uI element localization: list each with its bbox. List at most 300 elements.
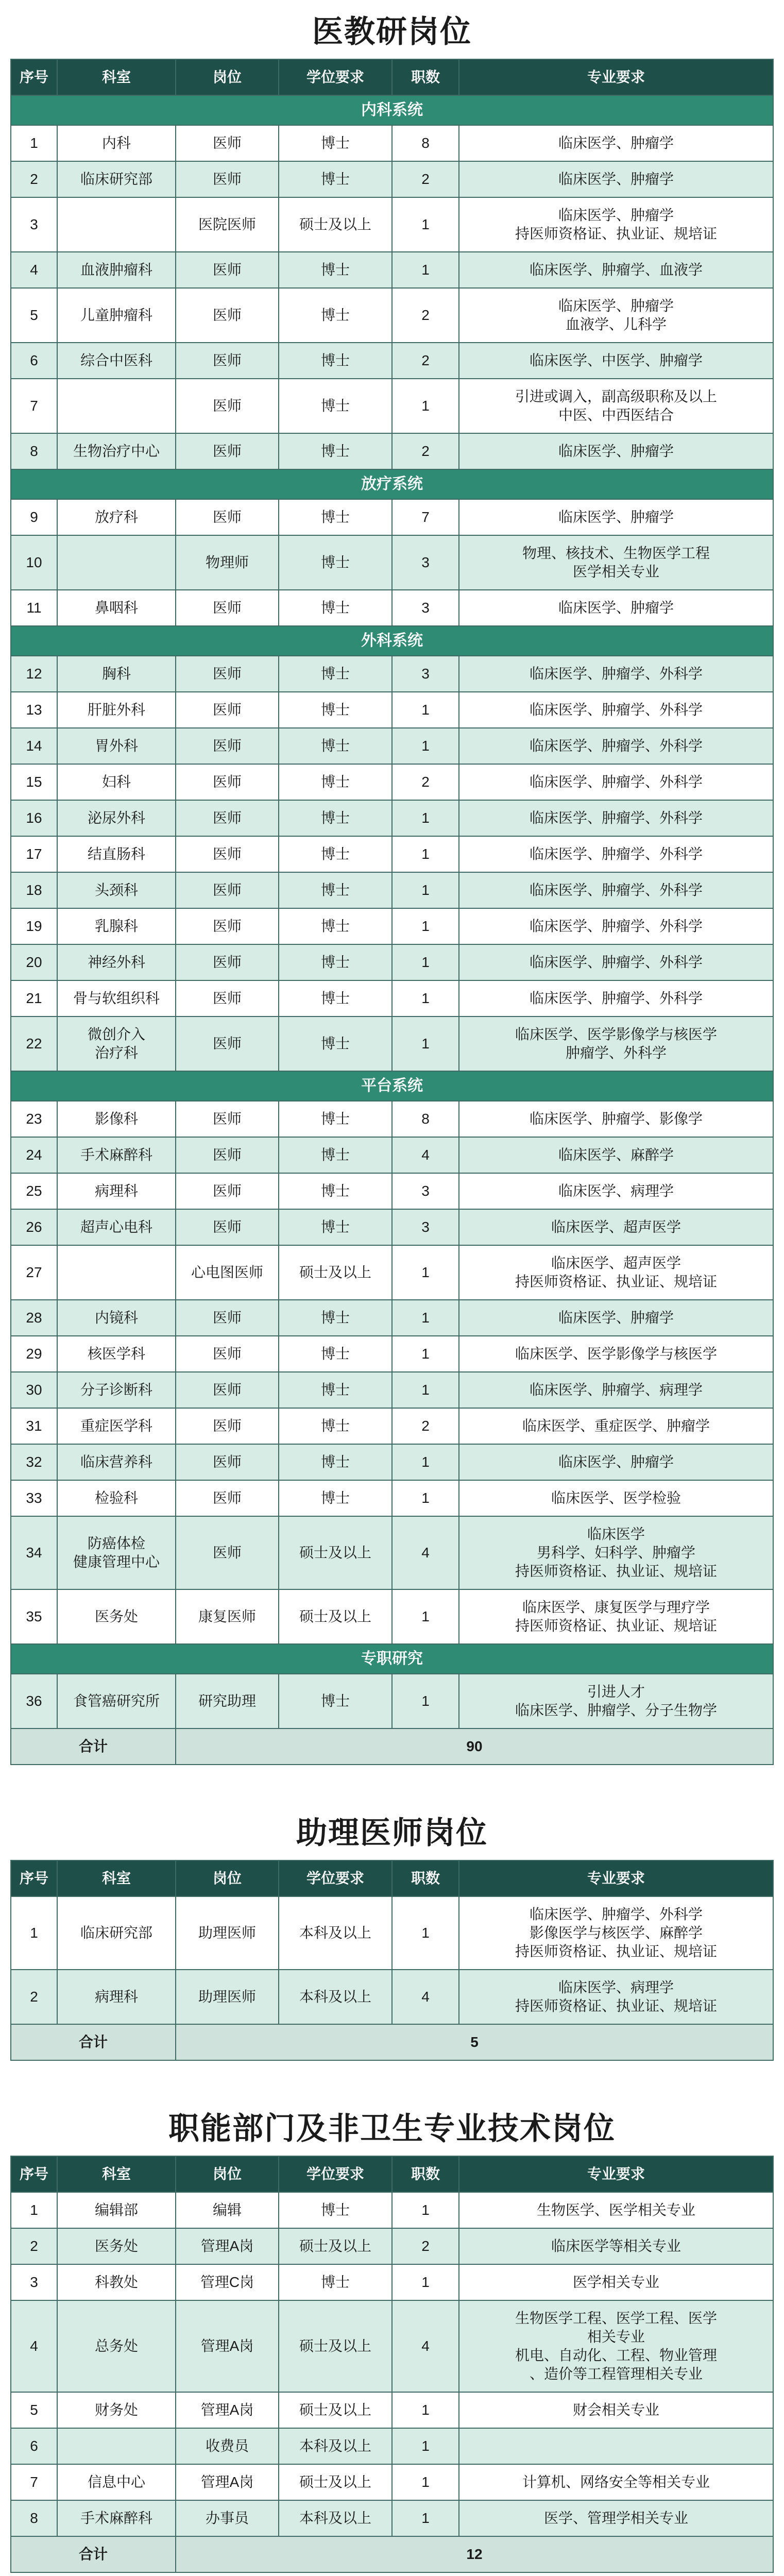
table-row (11, 2264, 773, 2300)
row-number: 29 (11, 1336, 57, 1372)
table-row (11, 2228, 773, 2264)
count-cell: 7 (392, 499, 459, 535)
row-number: 1 (11, 125, 57, 161)
requirement-cell: 临床医学、麻醉学 (459, 1137, 773, 1173)
count-cell: 1 (392, 2264, 459, 2300)
post-cell: 医师 (176, 343, 279, 379)
row-number: 24 (11, 1137, 57, 1173)
department-cell: 分子诊断科 (57, 1372, 176, 1408)
count-cell: 1 (392, 692, 459, 728)
department-cell: 食管癌研究所 (57, 1674, 176, 1728)
group-row (11, 626, 773, 656)
degree-cell: 硕士及以上 (279, 197, 392, 252)
count-cell: 4 (392, 1516, 459, 1589)
degree-cell: 博士 (279, 1336, 392, 1372)
requirement-cell: 临床医学、肿瘤学、影像学 (459, 1101, 773, 1137)
post-cell: 管理C岗 (176, 2264, 279, 2300)
post-cell: 医师 (176, 379, 279, 433)
row-number: 18 (11, 872, 57, 908)
header-row (11, 59, 773, 95)
department-cell: 胸科 (57, 656, 176, 692)
count-cell: 1 (392, 800, 459, 836)
requirement-cell: 临床医学 男科学、妇科学、肿瘤学 持医师资格证、执业证、规培证 (459, 1516, 773, 1589)
count-cell: 8 (392, 1101, 459, 1137)
department-cell: 编辑部 (57, 2192, 176, 2228)
requirement-cell: 临床医学、病理学 (459, 1173, 773, 1209)
degree-cell: 博士 (279, 2192, 392, 2228)
post-cell: 医师 (176, 125, 279, 161)
header-row (11, 1860, 773, 1896)
row-number: 2 (11, 161, 57, 197)
count-cell: 4 (392, 1137, 459, 1173)
requirement-cell (459, 2428, 773, 2464)
department-cell: 肝脏外科 (57, 692, 176, 728)
group-label: 外科系统 (11, 626, 773, 656)
group-label: 平台系统 (11, 1071, 773, 1101)
requirement-cell: 临床医学、肿瘤学、外科学 (459, 872, 773, 908)
count-cell: 3 (392, 535, 459, 590)
column-header: 岗位 (176, 59, 279, 95)
table-row (11, 1444, 773, 1480)
row-number: 33 (11, 1480, 57, 1516)
department-cell: 重症医学科 (57, 1408, 176, 1444)
row-number: 25 (11, 1173, 57, 1209)
section-title: 医教研岗位 (312, 14, 472, 49)
department-cell: 综合中医科 (57, 343, 176, 379)
row-number: 2 (11, 2228, 57, 2264)
department-cell: 血液肿瘤科 (57, 252, 176, 288)
count-cell: 3 (392, 656, 459, 692)
post-cell: 医师 (176, 590, 279, 626)
department-cell: 妇科 (57, 764, 176, 800)
degree-cell: 博士 (279, 1300, 392, 1336)
table-row (11, 1016, 773, 1071)
count-cell: 1 (392, 197, 459, 252)
count-cell: 1 (392, 1336, 459, 1372)
table-row (11, 2464, 773, 2500)
department-cell: 放疗科 (57, 499, 176, 535)
table-row (11, 944, 773, 980)
table-row (11, 980, 773, 1016)
post-cell: 医院医师 (176, 197, 279, 252)
requirement-cell: 临床医学、肿瘤学、外科学 (459, 800, 773, 836)
degree-cell: 本科及以上 (279, 1970, 392, 2024)
table-row (11, 1408, 773, 1444)
post-cell: 助理医师 (176, 1896, 279, 1970)
count-cell: 1 (392, 1480, 459, 1516)
department-cell: 生物治疗中心 (57, 433, 176, 469)
column-header: 职数 (392, 2156, 459, 2192)
table-row (11, 1589, 773, 1644)
row-number: 2 (11, 1970, 57, 2024)
row-number: 11 (11, 590, 57, 626)
department-cell: 医务处 (57, 2228, 176, 2264)
department-cell: 乳腺科 (57, 908, 176, 944)
row-number: 20 (11, 944, 57, 980)
count-cell: 1 (392, 2192, 459, 2228)
degree-cell: 博士 (279, 379, 392, 433)
post-cell: 医师 (176, 1173, 279, 1209)
table-row (11, 1516, 773, 1589)
row-number: 1 (11, 2192, 57, 2228)
row-number: 23 (11, 1101, 57, 1137)
department-cell: 影像科 (57, 1101, 176, 1137)
count-cell: 1 (392, 1589, 459, 1644)
row-number: 7 (11, 2464, 57, 2500)
post-cell: 医师 (176, 728, 279, 764)
count-cell: 1 (392, 836, 459, 872)
requirement-cell: 临床医学、医学检验 (459, 1480, 773, 1516)
total-row (11, 1728, 773, 1765)
department-cell: 临床营养科 (57, 1444, 176, 1480)
degree-cell: 博士 (279, 836, 392, 872)
table-row (11, 197, 773, 252)
requirement-cell: 临床医学、肿瘤学 (459, 590, 773, 626)
column-header: 专业要求 (459, 2156, 773, 2192)
total-label: 合计 (11, 2536, 176, 2572)
post-cell: 医师 (176, 1444, 279, 1480)
table-row (11, 2392, 773, 2428)
degree-cell: 博士 (279, 1016, 392, 1071)
row-number: 16 (11, 800, 57, 836)
post-cell: 医师 (176, 764, 279, 800)
column-header: 序号 (11, 2156, 57, 2192)
requirement-cell: 计算机、网络安全等相关专业 (459, 2464, 773, 2500)
requirement-cell: 临床医学、肿瘤学、外科学 影像医学与核医学、麻醉学 持医师资格证、执业证、规培证 (459, 1896, 773, 1970)
requirement-cell: 医学相关专业 (459, 2264, 773, 2300)
degree-cell: 硕士及以上 (279, 1516, 392, 1589)
row-number: 4 (11, 252, 57, 288)
requirement-cell: 临床医学、医学影像学与核医学 (459, 1336, 773, 1372)
section-spacer (0, 2573, 784, 2576)
requirement-cell: 临床医学、肿瘤学、外科学 (459, 656, 773, 692)
section-title: 助理医师岗位 (296, 1816, 488, 1850)
row-number: 10 (11, 535, 57, 590)
post-cell: 康复医师 (176, 1589, 279, 1644)
degree-cell: 博士 (279, 252, 392, 288)
department-cell: 骨与软组织科 (57, 980, 176, 1016)
total-label: 合计 (11, 2024, 176, 2060)
degree-cell: 博士 (279, 872, 392, 908)
column-header: 科室 (57, 59, 176, 95)
count-cell: 1 (392, 2500, 459, 2536)
requirement-cell: 临床医学、肿瘤学、外科学 (459, 728, 773, 764)
column-header: 学位要求 (279, 2156, 392, 2192)
count-cell: 1 (392, 1372, 459, 1408)
count-cell: 1 (392, 872, 459, 908)
department-cell: 检验科 (57, 1480, 176, 1516)
group-label: 放疗系统 (11, 469, 773, 499)
section-title: 职能部门及非卫生专业技术岗位 (168, 2111, 616, 2146)
degree-cell: 博士 (279, 2264, 392, 2300)
degree-cell: 博士 (279, 908, 392, 944)
count-cell: 1 (392, 2392, 459, 2428)
requirement-cell: 临床医学、超声医学 持医师资格证、执业证、规培证 (459, 1245, 773, 1300)
post-cell: 管理A岗 (176, 2464, 279, 2500)
count-cell: 1 (392, 1245, 459, 1300)
total-value: 5 (176, 2024, 773, 2060)
column-header: 学位要求 (279, 1860, 392, 1896)
degree-cell: 硕士及以上 (279, 1589, 392, 1644)
department-cell (57, 1245, 176, 1300)
count-cell: 2 (392, 433, 459, 469)
degree-cell: 本科及以上 (279, 1896, 392, 1970)
requirement-cell: 财会相关专业 (459, 2392, 773, 2428)
row-number: 5 (11, 2392, 57, 2428)
table-row (11, 1173, 773, 1209)
row-number: 30 (11, 1372, 57, 1408)
requirement-cell: 临床医学、肿瘤学 持医师资格证、执业证、规培证 (459, 197, 773, 252)
degree-cell: 博士 (279, 656, 392, 692)
count-cell: 2 (392, 1408, 459, 1444)
department-cell: 结直肠科 (57, 836, 176, 872)
requirement-cell: 临床医学、肿瘤学、外科学 (459, 836, 773, 872)
table-row (11, 1209, 773, 1245)
table-row (11, 379, 773, 433)
degree-cell: 博士 (279, 944, 392, 980)
department-cell: 手术麻醉科 (57, 1137, 176, 1173)
post-cell: 医师 (176, 908, 279, 944)
row-number: 14 (11, 728, 57, 764)
degree-cell: 博士 (279, 1444, 392, 1480)
table-row (11, 728, 773, 764)
count-cell: 4 (392, 1970, 459, 2024)
post-cell: 助理医师 (176, 1970, 279, 2024)
table-row (11, 656, 773, 692)
post-cell: 编辑 (176, 2192, 279, 2228)
group-row (11, 1644, 773, 1674)
table-row (11, 836, 773, 872)
post-cell: 医师 (176, 872, 279, 908)
count-cell: 1 (392, 980, 459, 1016)
degree-cell: 博士 (279, 1173, 392, 1209)
department-cell: 内科 (57, 125, 176, 161)
column-header: 专业要求 (459, 59, 773, 95)
degree-cell: 本科及以上 (279, 2428, 392, 2464)
table-row (11, 908, 773, 944)
post-cell: 研究助理 (176, 1674, 279, 1728)
requirement-cell: 临床医学、肿瘤学、外科学 (459, 980, 773, 1016)
department-cell: 临床研究部 (57, 161, 176, 197)
total-label: 合计 (11, 1728, 176, 1765)
department-cell: 核医学科 (57, 1336, 176, 1372)
post-cell: 医师 (176, 1101, 279, 1137)
degree-cell: 博士 (279, 764, 392, 800)
table-row (11, 433, 773, 469)
degree-cell: 硕士及以上 (279, 2228, 392, 2264)
department-cell: 病理科 (57, 1970, 176, 2024)
table-row (11, 1137, 773, 1173)
count-cell: 3 (392, 1209, 459, 1245)
post-cell: 医师 (176, 1016, 279, 1071)
post-cell: 医师 (176, 1408, 279, 1444)
count-cell: 1 (392, 1896, 459, 1970)
column-header: 职数 (392, 59, 459, 95)
degree-cell: 博士 (279, 161, 392, 197)
table-row (11, 1896, 773, 1970)
row-number: 32 (11, 1444, 57, 1480)
department-cell: 财务处 (57, 2392, 176, 2428)
count-cell: 3 (392, 590, 459, 626)
post-cell: 心电图医师 (176, 1245, 279, 1300)
post-cell: 医师 (176, 836, 279, 872)
count-cell: 1 (392, 1444, 459, 1480)
department-cell: 超声心电科 (57, 1209, 176, 1245)
post-cell: 医师 (176, 288, 279, 343)
table-row (11, 1674, 773, 1728)
requirement-cell: 临床医学、肿瘤学、病理学 (459, 1372, 773, 1408)
row-number: 8 (11, 433, 57, 469)
post-cell: 物理师 (176, 535, 279, 590)
total-row (11, 2536, 773, 2572)
department-cell: 信息中心 (57, 2464, 176, 2500)
table-row (11, 1300, 773, 1336)
department-cell: 内镜科 (57, 1300, 176, 1336)
degree-cell: 博士 (279, 1408, 392, 1444)
count-cell: 2 (392, 764, 459, 800)
row-number: 28 (11, 1300, 57, 1336)
total-row (11, 2024, 773, 2060)
degree-cell: 博士 (279, 800, 392, 836)
table-row (11, 1480, 773, 1516)
count-cell: 2 (392, 161, 459, 197)
degree-cell: 硕士及以上 (279, 2392, 392, 2428)
row-number: 22 (11, 1016, 57, 1071)
degree-cell: 本科及以上 (279, 2500, 392, 2536)
post-cell: 医师 (176, 800, 279, 836)
post-cell: 办事员 (176, 2500, 279, 2536)
row-number: 4 (11, 2300, 57, 2392)
table-row (11, 2428, 773, 2464)
row-number: 26 (11, 1209, 57, 1245)
department-cell (57, 2428, 176, 2464)
department-cell: 科教处 (57, 2264, 176, 2300)
table-row (11, 252, 773, 288)
row-number: 5 (11, 288, 57, 343)
requirement-cell: 临床医学、肿瘤学 (459, 125, 773, 161)
row-number: 3 (11, 197, 57, 252)
department-cell (57, 535, 176, 590)
count-cell: 2 (392, 2228, 459, 2264)
group-label: 专职研究 (11, 1644, 773, 1674)
requirement-cell: 临床医学、中医学、肿瘤学 (459, 343, 773, 379)
count-cell: 1 (392, 2428, 459, 2464)
department-cell: 泌尿外科 (57, 800, 176, 836)
requirement-cell: 临床医学、肿瘤学、外科学 (459, 908, 773, 944)
degree-cell: 博士 (279, 125, 392, 161)
post-cell: 医师 (176, 1336, 279, 1372)
row-number: 21 (11, 980, 57, 1016)
post-cell: 医师 (176, 692, 279, 728)
group-row (11, 1071, 773, 1101)
table-row (11, 1245, 773, 1300)
table-row (11, 800, 773, 836)
requirement-cell: 引进人才 临床医学、肿瘤学、分子生物学 (459, 1674, 773, 1728)
department-cell: 微创介入 治疗科 (57, 1016, 176, 1071)
department-cell: 儿童肿瘤科 (57, 288, 176, 343)
requirement-cell: 生物医学、医学相关专业 (459, 2192, 773, 2228)
position-table (10, 1860, 774, 2061)
post-cell: 医师 (176, 161, 279, 197)
department-cell: 头颈科 (57, 872, 176, 908)
requirement-cell: 临床医学、病理学 持医师资格证、执业证、规培证 (459, 1970, 773, 2024)
post-cell: 医师 (176, 656, 279, 692)
count-cell: 3 (392, 1173, 459, 1209)
count-cell: 1 (392, 2464, 459, 2500)
degree-cell: 博士 (279, 1137, 392, 1173)
department-cell: 防癌体检 健康管理中心 (57, 1516, 176, 1589)
requirement-cell: 临床医学、重症医学、肿瘤学 (459, 1408, 773, 1444)
degree-cell: 博士 (279, 535, 392, 590)
requirement-cell: 临床医学、超声医学 (459, 1209, 773, 1245)
column-header: 岗位 (176, 2156, 279, 2192)
row-number: 13 (11, 692, 57, 728)
post-cell: 医师 (176, 1209, 279, 1245)
degree-cell: 博士 (279, 499, 392, 535)
total-value: 90 (176, 1728, 773, 1765)
degree-cell: 博士 (279, 433, 392, 469)
group-row (11, 469, 773, 499)
table-row (11, 1101, 773, 1137)
section-spacer (0, 2061, 784, 2097)
requirement-cell: 临床医学等相关专业 (459, 2228, 773, 2264)
count-cell: 1 (392, 728, 459, 764)
post-cell: 医师 (176, 1137, 279, 1173)
post-cell: 医师 (176, 1372, 279, 1408)
department-cell: 临床研究部 (57, 1896, 176, 1970)
count-cell: 8 (392, 125, 459, 161)
degree-cell: 硕士及以上 (279, 2300, 392, 2392)
row-number: 34 (11, 1516, 57, 1589)
post-cell: 医师 (176, 433, 279, 469)
column-header: 岗位 (176, 1860, 279, 1896)
column-header: 科室 (57, 2156, 176, 2192)
requirement-cell: 临床医学、肿瘤学 (459, 161, 773, 197)
column-header: 专业要求 (459, 1860, 773, 1896)
post-cell: 医师 (176, 1516, 279, 1589)
table-row (11, 2300, 773, 2392)
header-row (11, 2156, 773, 2192)
table-row (11, 1372, 773, 1408)
table-row (11, 343, 773, 379)
post-cell: 医师 (176, 1300, 279, 1336)
table-row (11, 2500, 773, 2536)
count-cell: 1 (392, 1016, 459, 1071)
post-cell: 医师 (176, 944, 279, 980)
table-row (11, 499, 773, 535)
degree-cell: 博士 (279, 1372, 392, 1408)
position-table (10, 2156, 774, 2573)
row-number: 17 (11, 836, 57, 872)
row-number: 3 (11, 2264, 57, 2300)
table-row (11, 1970, 773, 2024)
degree-cell: 博士 (279, 1209, 392, 1245)
table-row (11, 2192, 773, 2228)
row-number: 12 (11, 656, 57, 692)
degree-cell: 博士 (279, 343, 392, 379)
count-cell: 4 (392, 2300, 459, 2392)
department-cell: 总务处 (57, 2300, 176, 2392)
department-cell: 胃外科 (57, 728, 176, 764)
table-row (11, 590, 773, 626)
table-row (11, 125, 773, 161)
degree-cell: 博士 (279, 1674, 392, 1728)
degree-cell: 博士 (279, 1480, 392, 1516)
department-cell: 医务处 (57, 1589, 176, 1644)
row-number: 6 (11, 343, 57, 379)
row-number: 15 (11, 764, 57, 800)
table-row (11, 1336, 773, 1372)
